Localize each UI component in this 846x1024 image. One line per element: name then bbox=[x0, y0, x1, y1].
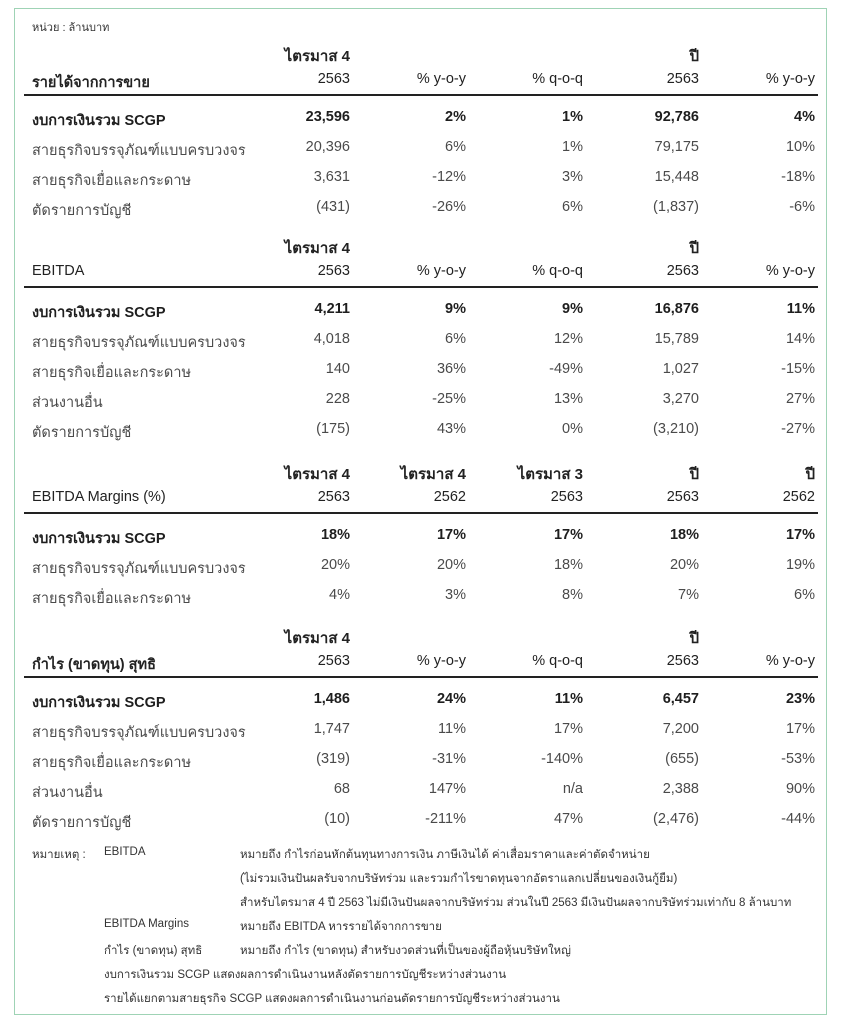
cell-value: 4% bbox=[794, 109, 815, 125]
cell-value: 18% bbox=[553, 557, 583, 573]
unit-label: หน่วย : ล้านบาท bbox=[32, 22, 110, 34]
table-header-period bbox=[24, 232, 818, 258]
header-period-col1: ไตรมาส 4 bbox=[284, 240, 350, 257]
cell-value: 90% bbox=[785, 781, 815, 797]
cell-value: 15,789 bbox=[654, 331, 699, 347]
cell-value: 10% bbox=[785, 139, 815, 155]
row-label: งบการเงินรวม SCGP bbox=[32, 695, 166, 711]
cell-value: 17% bbox=[436, 527, 466, 543]
section-title: รายได้จากการขาย bbox=[32, 75, 150, 91]
cell-value: 11% bbox=[554, 691, 583, 707]
cell-value: 12% bbox=[553, 331, 583, 347]
cell-value: 18% bbox=[320, 527, 350, 543]
column-header: % y-o-y bbox=[416, 653, 466, 669]
cell-value: 13% bbox=[553, 391, 583, 407]
cell-value: 1% bbox=[562, 139, 583, 155]
cell-value: 2% bbox=[445, 109, 466, 125]
header-period-col2: ไตรมาส 4 bbox=[400, 466, 466, 483]
cell-value: -44% bbox=[781, 811, 815, 827]
cell-value: 4,018 bbox=[313, 331, 350, 347]
table-row bbox=[24, 192, 818, 222]
cell-value: 68 bbox=[333, 781, 350, 797]
cell-value: 3% bbox=[562, 169, 583, 185]
column-header: 2563 bbox=[666, 71, 699, 87]
table-row-total bbox=[24, 684, 818, 714]
row-label: สายธุรกิจเยื่อและกระดาษ bbox=[32, 755, 192, 771]
note-description: สำหรับไตรมาส 4 ปี 2563 ไม่มีเงินปันผลจากบริษัทร่วม ส่วนในปี 2563 มีเงินปันผลจากบริษัทร่วมเท่ากับ 8 ล้านบาท bbox=[240, 897, 792, 909]
cell-value: 17% bbox=[553, 527, 583, 543]
note-footer-line bbox=[32, 990, 812, 1014]
row-label: สายธุรกิจเยื่อและกระดาษ bbox=[32, 173, 192, 189]
column-header: 2563 bbox=[317, 263, 350, 279]
cell-value: 4,211 bbox=[314, 301, 350, 317]
table-row-total bbox=[24, 294, 818, 324]
table-header-columns bbox=[24, 66, 818, 96]
cell-value: -140% bbox=[541, 751, 583, 767]
column-header: 2563 bbox=[317, 71, 350, 87]
column-header: % y-o-y bbox=[416, 71, 466, 87]
cell-value: 0% bbox=[562, 421, 583, 437]
note-line bbox=[32, 846, 812, 870]
cell-value: 8% bbox=[562, 587, 583, 603]
ebitda-table bbox=[24, 232, 818, 444]
cell-value: 43% bbox=[436, 421, 466, 437]
cell-value: -26% bbox=[432, 199, 466, 215]
cell-value: 19% bbox=[785, 557, 815, 573]
cell-value: -27% bbox=[781, 421, 815, 437]
cell-value: (655) bbox=[665, 751, 699, 767]
note-footer: รายได้แยกตามสายธุรกิจ SCGP แสดงผลการดำเนินงานก่อนตัดรายการบัญชีระหว่างส่วนงาน bbox=[104, 993, 560, 1005]
cell-value: 20,396 bbox=[305, 139, 350, 155]
cell-value: 1% bbox=[562, 109, 583, 125]
section-title: EBITDA bbox=[32, 263, 85, 279]
cell-value: 3% bbox=[445, 587, 466, 603]
cell-value: 6% bbox=[562, 199, 583, 215]
cell-value: 11% bbox=[786, 301, 815, 317]
header-period-col4: ปี bbox=[689, 240, 699, 257]
cell-value: (431) bbox=[316, 199, 350, 215]
header-period-col1: ไตรมาส 4 bbox=[284, 630, 350, 647]
cell-value: 47% bbox=[553, 811, 583, 827]
cell-value: 6% bbox=[445, 331, 466, 347]
row-label: ส่วนงานอื่น bbox=[32, 785, 103, 801]
cell-value: 3,270 bbox=[662, 391, 699, 407]
cell-value: 4% bbox=[329, 587, 350, 603]
column-header: 2562 bbox=[433, 489, 466, 505]
notes-key: หมายเหตุ : bbox=[32, 849, 86, 861]
cell-value: -18% bbox=[781, 169, 815, 185]
cell-value: 23% bbox=[785, 691, 815, 707]
table-row bbox=[24, 132, 818, 162]
cell-value: 17% bbox=[553, 721, 583, 737]
row-label: ตัดรายการบัญชี bbox=[32, 203, 132, 219]
cell-value: 11% bbox=[438, 721, 466, 737]
note-term: กำไร (ขาดทุน) สุทธิ bbox=[104, 945, 203, 957]
cell-value: 1,747 bbox=[313, 721, 350, 737]
row-label: สายธุรกิจบรรจุภัณฑ์แบบครบวงจร bbox=[32, 335, 246, 351]
cell-value: 20% bbox=[669, 557, 699, 573]
row-label: สายธุรกิจบรรจุภัณฑ์แบบครบวงจร bbox=[32, 143, 246, 159]
ebitda-margins-table bbox=[24, 458, 818, 610]
row-label: ตัดรายการบัญชี bbox=[32, 815, 132, 831]
cell-value: 2,388 bbox=[662, 781, 699, 797]
column-header: 2562 bbox=[782, 489, 815, 505]
cell-value: 15,448 bbox=[654, 169, 699, 185]
footnotes bbox=[32, 846, 812, 1014]
cell-value: -49% bbox=[549, 361, 583, 377]
table-row bbox=[24, 384, 818, 414]
cell-value: 3,631 bbox=[313, 169, 350, 185]
cell-value: 24% bbox=[436, 691, 466, 707]
cell-value: 7% bbox=[678, 587, 699, 603]
table-row bbox=[24, 354, 818, 384]
cell-value: -12% bbox=[432, 169, 466, 185]
table-row bbox=[24, 714, 818, 744]
column-header: 2563 bbox=[317, 489, 350, 505]
cell-value: 20% bbox=[436, 557, 466, 573]
cell-value: -53% bbox=[781, 751, 815, 767]
row-label: งบการเงินรวม SCGP bbox=[32, 305, 166, 321]
row-label: สายธุรกิจเยื่อและกระดาษ bbox=[32, 365, 192, 381]
row-label: สายธุรกิจเยื่อและกระดาษ bbox=[32, 591, 192, 607]
table-row-total bbox=[24, 520, 818, 550]
table-row bbox=[24, 804, 818, 834]
cell-value: (319) bbox=[316, 751, 350, 767]
cell-value: 92,786 bbox=[654, 109, 699, 125]
cell-value: -15% bbox=[781, 361, 815, 377]
section-title: กำไร (ขาดทุน) สุทธิ bbox=[32, 657, 156, 673]
note-line bbox=[32, 870, 812, 894]
cell-value: (10) bbox=[324, 811, 350, 827]
table-header-columns bbox=[24, 648, 818, 678]
cell-value: 23,596 bbox=[305, 109, 350, 125]
column-header: 2563 bbox=[666, 489, 699, 505]
cell-value: -25% bbox=[432, 391, 466, 407]
note-description: หมายถึง กำไรก่อนหักต้นทุนทางการเงิน ภาษีเงินได้ ค่าเสื่อมราคาและค่าตัดจำหน่าย bbox=[240, 849, 650, 861]
table-row bbox=[24, 580, 818, 610]
cell-value: 27% bbox=[785, 391, 815, 407]
cell-value: 17% bbox=[785, 527, 815, 543]
table-row-total bbox=[24, 102, 818, 132]
cell-value: 18% bbox=[669, 527, 699, 543]
header-period-col1: ไตรมาส 4 bbox=[284, 48, 350, 65]
revenue-table bbox=[24, 40, 818, 222]
table-row bbox=[24, 774, 818, 804]
column-header: 2563 bbox=[550, 489, 583, 505]
table-header-period bbox=[24, 622, 818, 648]
cell-value: (3,210) bbox=[653, 421, 699, 437]
column-header: % y-o-y bbox=[765, 263, 815, 279]
column-header: % y-o-y bbox=[416, 263, 466, 279]
header-period-col4: ปี bbox=[689, 466, 699, 483]
cell-value: -6% bbox=[789, 199, 815, 215]
column-header: % y-o-y bbox=[765, 653, 815, 669]
cell-value: 140 bbox=[325, 361, 350, 377]
net-profit-table bbox=[24, 622, 818, 834]
table-row bbox=[24, 744, 818, 774]
cell-value: 16,876 bbox=[654, 301, 699, 317]
row-label: สายธุรกิจบรรจุภัณฑ์แบบครบวงจร bbox=[32, 561, 246, 577]
cell-value: 6,457 bbox=[662, 691, 699, 707]
column-header: % q-o-q bbox=[532, 653, 583, 669]
note-line bbox=[32, 942, 812, 966]
note-line bbox=[32, 918, 812, 942]
cell-value: 7,200 bbox=[662, 721, 699, 737]
row-label: งบการเงินรวม SCGP bbox=[32, 531, 166, 547]
cell-value: 36% bbox=[436, 361, 466, 377]
note-footer: งบการเงินรวม SCGP แสดงผลการดำเนินงานหลังตัดรายการบัญชีระหว่างส่วนงาน bbox=[104, 969, 507, 981]
note-footer-line bbox=[32, 966, 812, 990]
section-title: EBITDA Margins (%) bbox=[32, 489, 166, 505]
cell-value: n/a bbox=[562, 781, 583, 797]
table-row bbox=[24, 324, 818, 354]
row-label: ตัดรายการบัญชี bbox=[32, 425, 132, 441]
cell-value: 1,486 bbox=[313, 691, 350, 707]
note-description: หมายถึง กำไร (ขาดทุน) สำหรับงวดส่วนที่เป็นของผู้ถือหุ้นบริษัทใหญ่ bbox=[240, 945, 571, 957]
cell-value: 228 bbox=[325, 391, 350, 407]
cell-value: 17% bbox=[785, 721, 815, 737]
table-header-columns bbox=[24, 484, 818, 514]
cell-value: (175) bbox=[316, 421, 350, 437]
cell-value: -211% bbox=[425, 811, 466, 827]
table-header-period bbox=[24, 458, 818, 484]
note-line bbox=[32, 894, 812, 918]
cell-value: 6% bbox=[794, 587, 815, 603]
cell-value: 9% bbox=[445, 301, 466, 317]
row-label: ส่วนงานอื่น bbox=[32, 395, 103, 411]
table-row bbox=[24, 550, 818, 580]
column-header: % q-o-q bbox=[532, 263, 583, 279]
cell-value: 79,175 bbox=[654, 139, 699, 155]
column-header: 2563 bbox=[317, 653, 350, 669]
note-description: หมายถึง EBITDA หารรายได้จากการขาย bbox=[240, 921, 442, 933]
cell-value: 147% bbox=[428, 781, 466, 797]
cell-value: (2,476) bbox=[653, 811, 699, 827]
header-period-col4: ปี bbox=[689, 48, 699, 65]
table-row bbox=[24, 162, 818, 192]
note-description: (ไม่รวมเงินปันผลรับจากบริษัทร่วม และรวมกำไรขาดทุนจากอัตราแลกเปลี่ยนของเงินกู้ยืม) bbox=[240, 873, 678, 885]
cell-value: 9% bbox=[562, 301, 583, 317]
column-header: 2563 bbox=[666, 263, 699, 279]
cell-value: 6% bbox=[445, 139, 466, 155]
header-period-col4: ปี bbox=[689, 630, 699, 647]
header-period-col3: ไตรมาส 3 bbox=[517, 466, 583, 483]
table-row bbox=[24, 414, 818, 444]
note-term: EBITDA bbox=[104, 846, 146, 858]
header-period-col5: ปี bbox=[805, 466, 815, 483]
row-label: สายธุรกิจบรรจุภัณฑ์แบบครบวงจร bbox=[32, 725, 246, 741]
header-period-col1: ไตรมาส 4 bbox=[284, 466, 350, 483]
cell-value: 20% bbox=[320, 557, 350, 573]
cell-value: 14% bbox=[785, 331, 815, 347]
column-header: % y-o-y bbox=[765, 71, 815, 87]
cell-value: (1,837) bbox=[653, 199, 699, 215]
column-header: % q-o-q bbox=[532, 71, 583, 87]
table-header-period bbox=[24, 40, 818, 66]
column-header: 2563 bbox=[666, 653, 699, 669]
cell-value: 1,027 bbox=[662, 361, 699, 377]
cell-value: -31% bbox=[432, 751, 466, 767]
row-label: งบการเงินรวม SCGP bbox=[32, 113, 166, 129]
note-term: EBITDA Margins bbox=[104, 918, 189, 930]
table-header-columns bbox=[24, 258, 818, 288]
